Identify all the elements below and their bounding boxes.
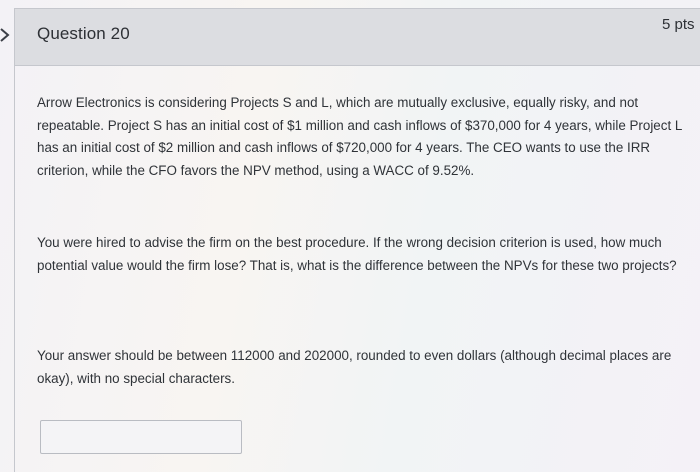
question-paragraph: Arrow Electronics is considering Projects S and L, which are mutually exclusive, equally risky, and not repeatable. Project S has an initial cost of $1 million and cash inflows of $370,000 for 4 years, while Project L has an initial cost of $2 million and cash inflows of $720,000 for 4 years. The CEO wants to use the IRR criterion, while the CFO favors the NPV method, using a WACC of 9.52%. [37, 95, 682, 178]
answer-instructions: Your answer should be between 112000 and 202000, rounded to even dollars (although decimal places are okay), with no special characters. [37, 348, 672, 386]
answer-input[interactable] [40, 420, 242, 454]
question-title: Question 20 [37, 24, 130, 43]
question-points: 5 pts [662, 16, 695, 33]
chevron-right-icon[interactable] [0, 26, 12, 44]
question-paragraph: You were hired to advise the firm on the best procedure. If the wrong decision criterion is used, how much potential value would the firm lose? That is, what is the difference between the NPVs for these two projects? [37, 235, 677, 273]
